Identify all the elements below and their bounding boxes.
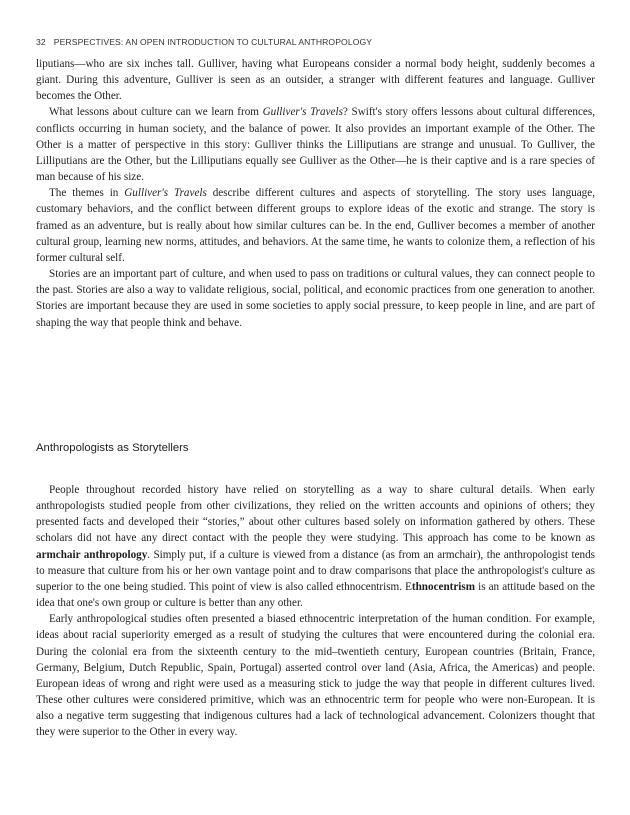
- key-term: armchair anthropology: [36, 548, 148, 561]
- text-span: . Simply put, if a culture is viewed from a distance (as from an armchair), the anthropologist tends to measure that culture from his or her own vantage point and to draw comparisons that place the anthropologist's culture as superior to the one being studied. This point of view is also called ethnocentrism. E: [36, 548, 595, 593]
- paragraph: [36, 482, 595, 611]
- section-text: [36, 482, 595, 741]
- running-header: [36, 37, 596, 47]
- running-title: PERSPECTIVES: AN OPEN INTRODUCTION TO CULTURAL ANTHROPOLOGY: [53, 37, 373, 47]
- text-span: ? Swift's story offers lessons about cultural differences, conflicts occurring in human society, and the balance of power. It also provides an important example of the Other. The Other is a matter of perspective in this story: Gulliver thinks the Lilliputians are strange and unusual. To Gulliver, the Lilliputians are the Other, but the Lilliputians equally see Gulliver as the Other—he is their captive and is a rare species of man because of his size.: [36, 106, 595, 184]
- text-span: is an attitude based on the idea that one's own group or culture is better than any other.: [36, 580, 595, 610]
- section-heading: Anthropologists as Storytellers: [36, 442, 189, 454]
- paragraph: Stories are an important part of culture, and when used to pass on traditions or cultural values, they can connect people to the past. Stories are also a way to validate religious, social, political, and economic practices from one generation to another. Stories are important because they are used in some societies to apply social pressure, to keep people in line, and are part of shaping the way that people think and behave.: [36, 268, 595, 329]
- paragraph: [36, 185, 595, 266]
- text-span: What lessons about culture can we learn from: [49, 106, 263, 119]
- paragraph: [36, 104, 595, 185]
- text-span: People throughout recorded history have relied on storytelling as a way to share cultural details. When early anthropologists studied people from other civilizations, they relied on the written accounts and opinions of others; they presented facts and developed their “stories,” about other cultures based solely on information gathered by others. These scholars did not have any direct contact with the people they were studying. This approach has come to be known as: [36, 484, 595, 545]
- text-span: The themes in: [49, 187, 125, 200]
- book-title: Gulliver's Travels: [262, 106, 343, 119]
- book-title: Gulliver's Travels: [124, 187, 207, 200]
- key-term: thnocentrism: [411, 580, 476, 593]
- page-number: 32: [36, 37, 46, 47]
- text-span: describe different cultures and aspects of storytelling. The story uses language, customary behaviors, and the conflict between different groups to explore ideas of the exotic and strange. The story is framed as an adventure, but is really about how similar cultures can be. In the end, Gulliver becomes a member of another cultural group, learning new norms, attitudes, and behaviors. At the same time, he wants to colonize them, a reflection of his former cultural self.: [36, 187, 595, 264]
- paragraph: liputians—who are six inches tall. Gulliver, having what Europeans consider a normal body height, suddenly becomes a giant. During this adventure, Gulliver is seen as an outsider, a stranger with different features and language. Gulliver becomes the Other.: [36, 58, 595, 103]
- paragraph: Early anthropological studies often presented a biased ethnocentric interpretation of the human condition. For example, ideas about racial superiority emerged as a result of studying the cultures that were encountered during the colonial era. During the colonial era from the sixteenth century to the mid–twentieth century, European countries (Britain, France, Germany, Belgium, Dutch Republic, Spain, Portugal) asserted control over land (Asia, Africa, the Americas) and people. European ideas of wrong and right were used as a measuring stick to judge the way that people in different cultures lived. These other cultures were considered primitive, which was an ethnocentric term for people who were non-European. It is also a negative term suggesting that indigenous cultures had a lack of technological advancement. Colonizers thought that they were superior to the Other in every way.: [36, 613, 595, 739]
- intro-text: [36, 56, 595, 331]
